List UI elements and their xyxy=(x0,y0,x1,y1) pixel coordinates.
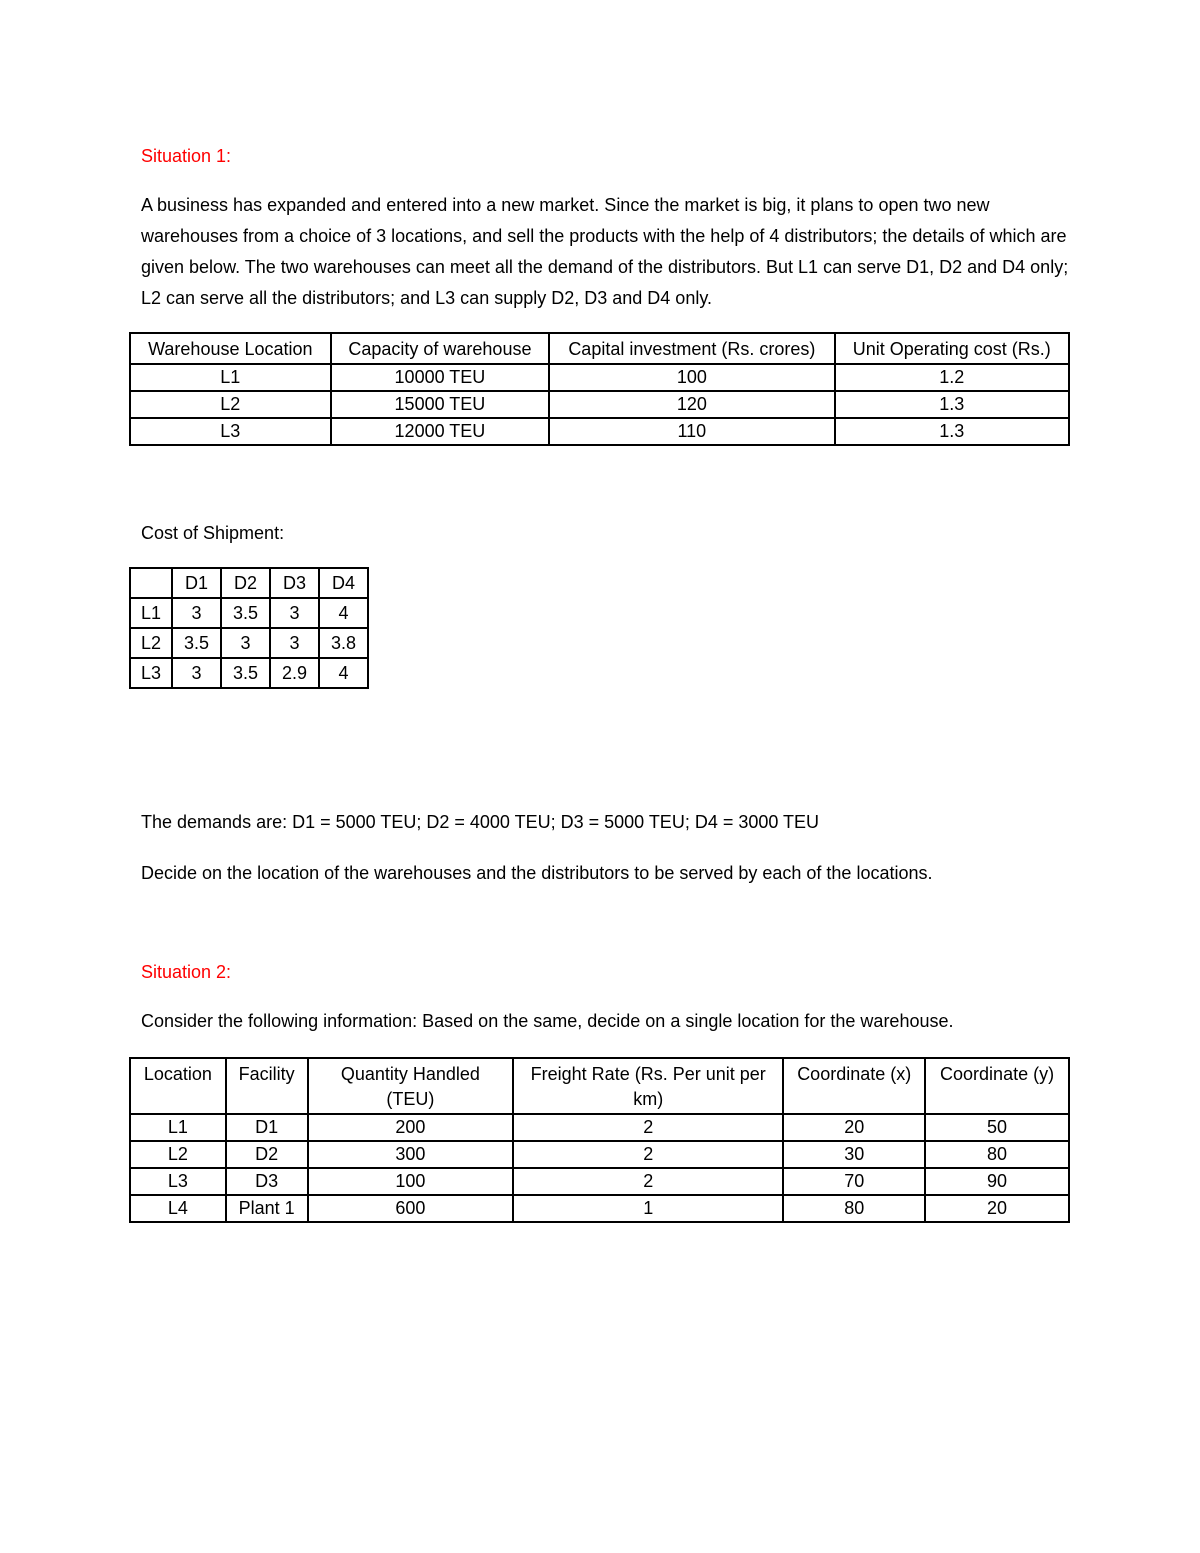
table-cell: 3.5 xyxy=(221,598,270,628)
table-row xyxy=(130,658,368,688)
table-row xyxy=(130,364,1069,391)
table-cell: 3 xyxy=(172,658,221,688)
table-row xyxy=(130,391,1069,418)
table-cell: 12000 TEU xyxy=(331,418,550,445)
table-cell: 2.9 xyxy=(270,658,319,688)
header-cell: D3 xyxy=(270,568,319,598)
table-cell: 90 xyxy=(925,1168,1069,1195)
demands-text: The demands are: D1 = 5000 TEU; D2 = 4000 TEU; D3 = 5000 TEU; D4 = 3000 TEU xyxy=(141,812,820,832)
table-cell: Plant 1 xyxy=(226,1195,308,1222)
table-cell: 2 xyxy=(513,1141,783,1168)
table-cell: 2 xyxy=(513,1168,783,1195)
table-cell: 3.5 xyxy=(172,628,221,658)
table-cell: 20 xyxy=(925,1195,1069,1222)
header-cell: Coordinate (y) xyxy=(925,1058,1069,1114)
table-cell: 50 xyxy=(925,1114,1069,1141)
table-cell: 4 xyxy=(319,658,368,688)
table-cell: 3 xyxy=(270,628,319,658)
table-cell: 3 xyxy=(221,628,270,658)
table-cell: L3 xyxy=(130,1168,226,1195)
table-cell: 15000 TEU xyxy=(331,391,550,418)
table-cell: 3 xyxy=(172,598,221,628)
situation-2-intro: Consider the following information: Based on the same, decide on a single location for the warehouse. xyxy=(141,1011,954,1031)
header-cell: Quantity Handled (TEU) xyxy=(308,1058,513,1114)
table-cell: L4 xyxy=(130,1195,226,1222)
table-cell: L2 xyxy=(130,391,331,418)
table-cell: 70 xyxy=(783,1168,925,1195)
table-row xyxy=(130,418,1069,445)
table-cell: 80 xyxy=(783,1195,925,1222)
header-cell: D4 xyxy=(319,568,368,598)
warehouse-table-header xyxy=(130,333,1069,364)
table-cell: 3.8 xyxy=(319,628,368,658)
table-cell: D3 xyxy=(226,1168,308,1195)
table-cell: D1 xyxy=(226,1114,308,1141)
header-cell: Warehouse Location xyxy=(130,333,331,364)
situation-1-question: Decide on the location of the warehouses and the distributors to be served by each of the locations. xyxy=(141,863,933,883)
header-cell: Freight Rate (Rs. Per unit per km) xyxy=(513,1058,783,1114)
table-cell: D2 xyxy=(226,1141,308,1168)
table-cell: 110 xyxy=(549,418,834,445)
table-row xyxy=(130,1168,1069,1195)
table-cell: 1.2 xyxy=(835,364,1070,391)
table-cell: 4 xyxy=(319,598,368,628)
situation-1-intro: A business has expanded and entered into a new market. Since the market is big, it plans to open two new warehouses from a choice of 3 locations, and sell the products with the help of 4 distributors; the details of which are given below. The two warehouses can meet all the demand of the distributors. But L1 can serve D1, D2 and D4 only; L2 can serve all the distributors; and L3 can supply D2, D3 and D4 only. xyxy=(141,195,1069,308)
table-cell: 30 xyxy=(783,1141,925,1168)
table-cell: 300 xyxy=(308,1141,513,1168)
table-cell: 10000 TEU xyxy=(331,364,550,391)
header-cell: Coordinate (x) xyxy=(783,1058,925,1114)
situation-2-heading: Situation 2: xyxy=(141,962,232,982)
header-cell: Location xyxy=(130,1058,226,1114)
table-cell: 2 xyxy=(513,1114,783,1141)
shipment-title: Cost of Shipment: xyxy=(141,523,285,543)
header-cell: Capacity of warehouse xyxy=(331,333,550,364)
row-label: L1 xyxy=(130,598,172,628)
row-label: L2 xyxy=(130,628,172,658)
header-cell: D2 xyxy=(221,568,270,598)
table-cell: L3 xyxy=(130,418,331,445)
table-cell: L1 xyxy=(130,1114,226,1141)
shipment-table-header xyxy=(130,568,368,598)
table-cell: 80 xyxy=(925,1141,1069,1168)
table-cell: 100 xyxy=(549,364,834,391)
table-cell: 200 xyxy=(308,1114,513,1141)
warehouse-table xyxy=(129,332,1070,446)
table-cell: 20 xyxy=(783,1114,925,1141)
table-cell: L1 xyxy=(130,364,331,391)
header-cell: Facility xyxy=(226,1058,308,1114)
row-label: L3 xyxy=(130,658,172,688)
table-row xyxy=(130,628,368,658)
header-cell: Unit Operating cost (Rs.) xyxy=(835,333,1070,364)
table-cell: 120 xyxy=(549,391,834,418)
table-cell: 3 xyxy=(270,598,319,628)
header-cell xyxy=(130,568,172,598)
table-row xyxy=(130,1195,1069,1222)
location-table-header xyxy=(130,1058,1069,1114)
table-cell: 1 xyxy=(513,1195,783,1222)
header-cell: D1 xyxy=(172,568,221,598)
shipment-cost-table xyxy=(129,567,369,689)
situation-1-heading: Situation 1: xyxy=(141,146,232,166)
table-cell: 600 xyxy=(308,1195,513,1222)
table-row xyxy=(130,1141,1069,1168)
table-cell: 3.5 xyxy=(221,658,270,688)
table-cell: 1.3 xyxy=(835,418,1070,445)
location-table xyxy=(129,1057,1070,1223)
table-cell: 1.3 xyxy=(835,391,1070,418)
table-row xyxy=(130,1114,1069,1141)
table-cell: L2 xyxy=(130,1141,226,1168)
table-row xyxy=(130,598,368,628)
table-cell: 100 xyxy=(308,1168,513,1195)
header-cell: Capital investment (Rs. crores) xyxy=(549,333,834,364)
